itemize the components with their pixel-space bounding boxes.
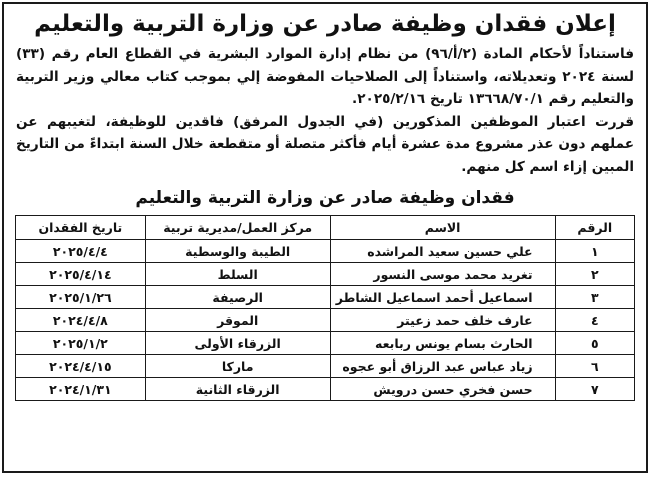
- row-number: ٢: [555, 263, 634, 286]
- table-row: [16, 378, 635, 401]
- row-number: ٦: [555, 355, 634, 378]
- table-row: [16, 286, 635, 309]
- row-date: ٢٠٢٤/٤/١٥: [16, 355, 146, 378]
- table-title: فقدان وظيفة صادر عن وزارة التربية والتعليم: [135, 188, 515, 208]
- header-number: الرقم: [555, 216, 634, 240]
- row-date: ٢٠٢٥/٤/١٤: [16, 263, 146, 286]
- employees-table: [15, 215, 635, 401]
- row-date: ٢٠٢٤/٤/٨: [16, 309, 146, 332]
- header-date: تاريخ الفقدان: [16, 216, 146, 240]
- row-date: ٢٠٢٥/١/٢: [16, 332, 146, 355]
- row-workplace: الزرقاء الثانية: [145, 378, 330, 401]
- row-number: ٤: [555, 309, 634, 332]
- row-number: ١: [555, 240, 634, 263]
- table-row: [16, 332, 635, 355]
- table-row: [16, 309, 635, 332]
- legal-basis-paragraph: فاستناداً لأحكام المادة (٢/أ/٩٦) من نظام إدارة الموارد البشرية في القطاع العام رقم (٣٣) لسنة ٢٠٢٤ وتعديلاته، واستناداً إلى الصلاحيات المفوضة إلي بموجب كتاب معالي وزير التربية والتعليم رقم ١٣٦٦٨/٧٠/١ تاريخ ٢٠٢٥/٢/١٦.: [16, 46, 635, 107]
- row-workplace: السلط: [145, 263, 330, 286]
- table-row: [16, 355, 635, 378]
- announcement-body: [16, 43, 634, 178]
- row-number: ٧: [555, 378, 634, 401]
- row-name: الحارث بسام يونس ربابعه: [330, 332, 555, 355]
- row-name: حسن فخري حسن درويش: [330, 378, 555, 401]
- row-name: اسماعيل أحمد اسماعيل الشاطر: [330, 286, 555, 309]
- row-name: تغريد محمد موسى النسور: [330, 263, 555, 286]
- row-date: ٢٠٢٥/١/٢٦: [16, 286, 146, 309]
- row-name: عارف خلف حمد زعيتر: [330, 309, 555, 332]
- row-workplace: الموقر: [145, 309, 330, 332]
- decision-paragraph: قررت اعتبار الموظفين المذكورين (في الجدول المرفق) فاقدين للوظيفة، لتغيبهم عن عملهم دون عذر مشروع مدة عشرة أيام فأكثر متصلة أو متقطعة خلال السنة ابتداءً من التاريخ المبين إزاء اسم كل منهم.: [16, 113, 634, 175]
- row-workplace: الطيبة والوسطية: [145, 240, 330, 263]
- announcement-title: إعلان فقدان وظيفة صادر عن وزارة التربية والتعليم: [34, 11, 616, 37]
- header-name: الاسم: [330, 216, 555, 240]
- table-row: [16, 263, 635, 286]
- row-name: علي حسين سعيد المراشده: [330, 240, 555, 263]
- row-number: ٣: [555, 286, 634, 309]
- table-header-row: [16, 216, 635, 240]
- row-workplace: ماركا: [145, 355, 330, 378]
- row-name: زياد عباس عبد الرزاق أبو عجوه: [330, 355, 555, 378]
- announcement-notice: [2, 2, 648, 473]
- header-workplace: مركز العمل/مديرية تربية: [145, 216, 330, 240]
- row-workplace: الرصيفة: [145, 286, 330, 309]
- row-date: ٢٠٢٥/٤/٤: [16, 240, 146, 263]
- row-workplace: الزرقاء الأولى: [145, 332, 330, 355]
- row-date: ٢٠٢٤/١/٣١: [16, 378, 146, 401]
- table-row: [16, 240, 635, 263]
- row-number: ٥: [555, 332, 634, 355]
